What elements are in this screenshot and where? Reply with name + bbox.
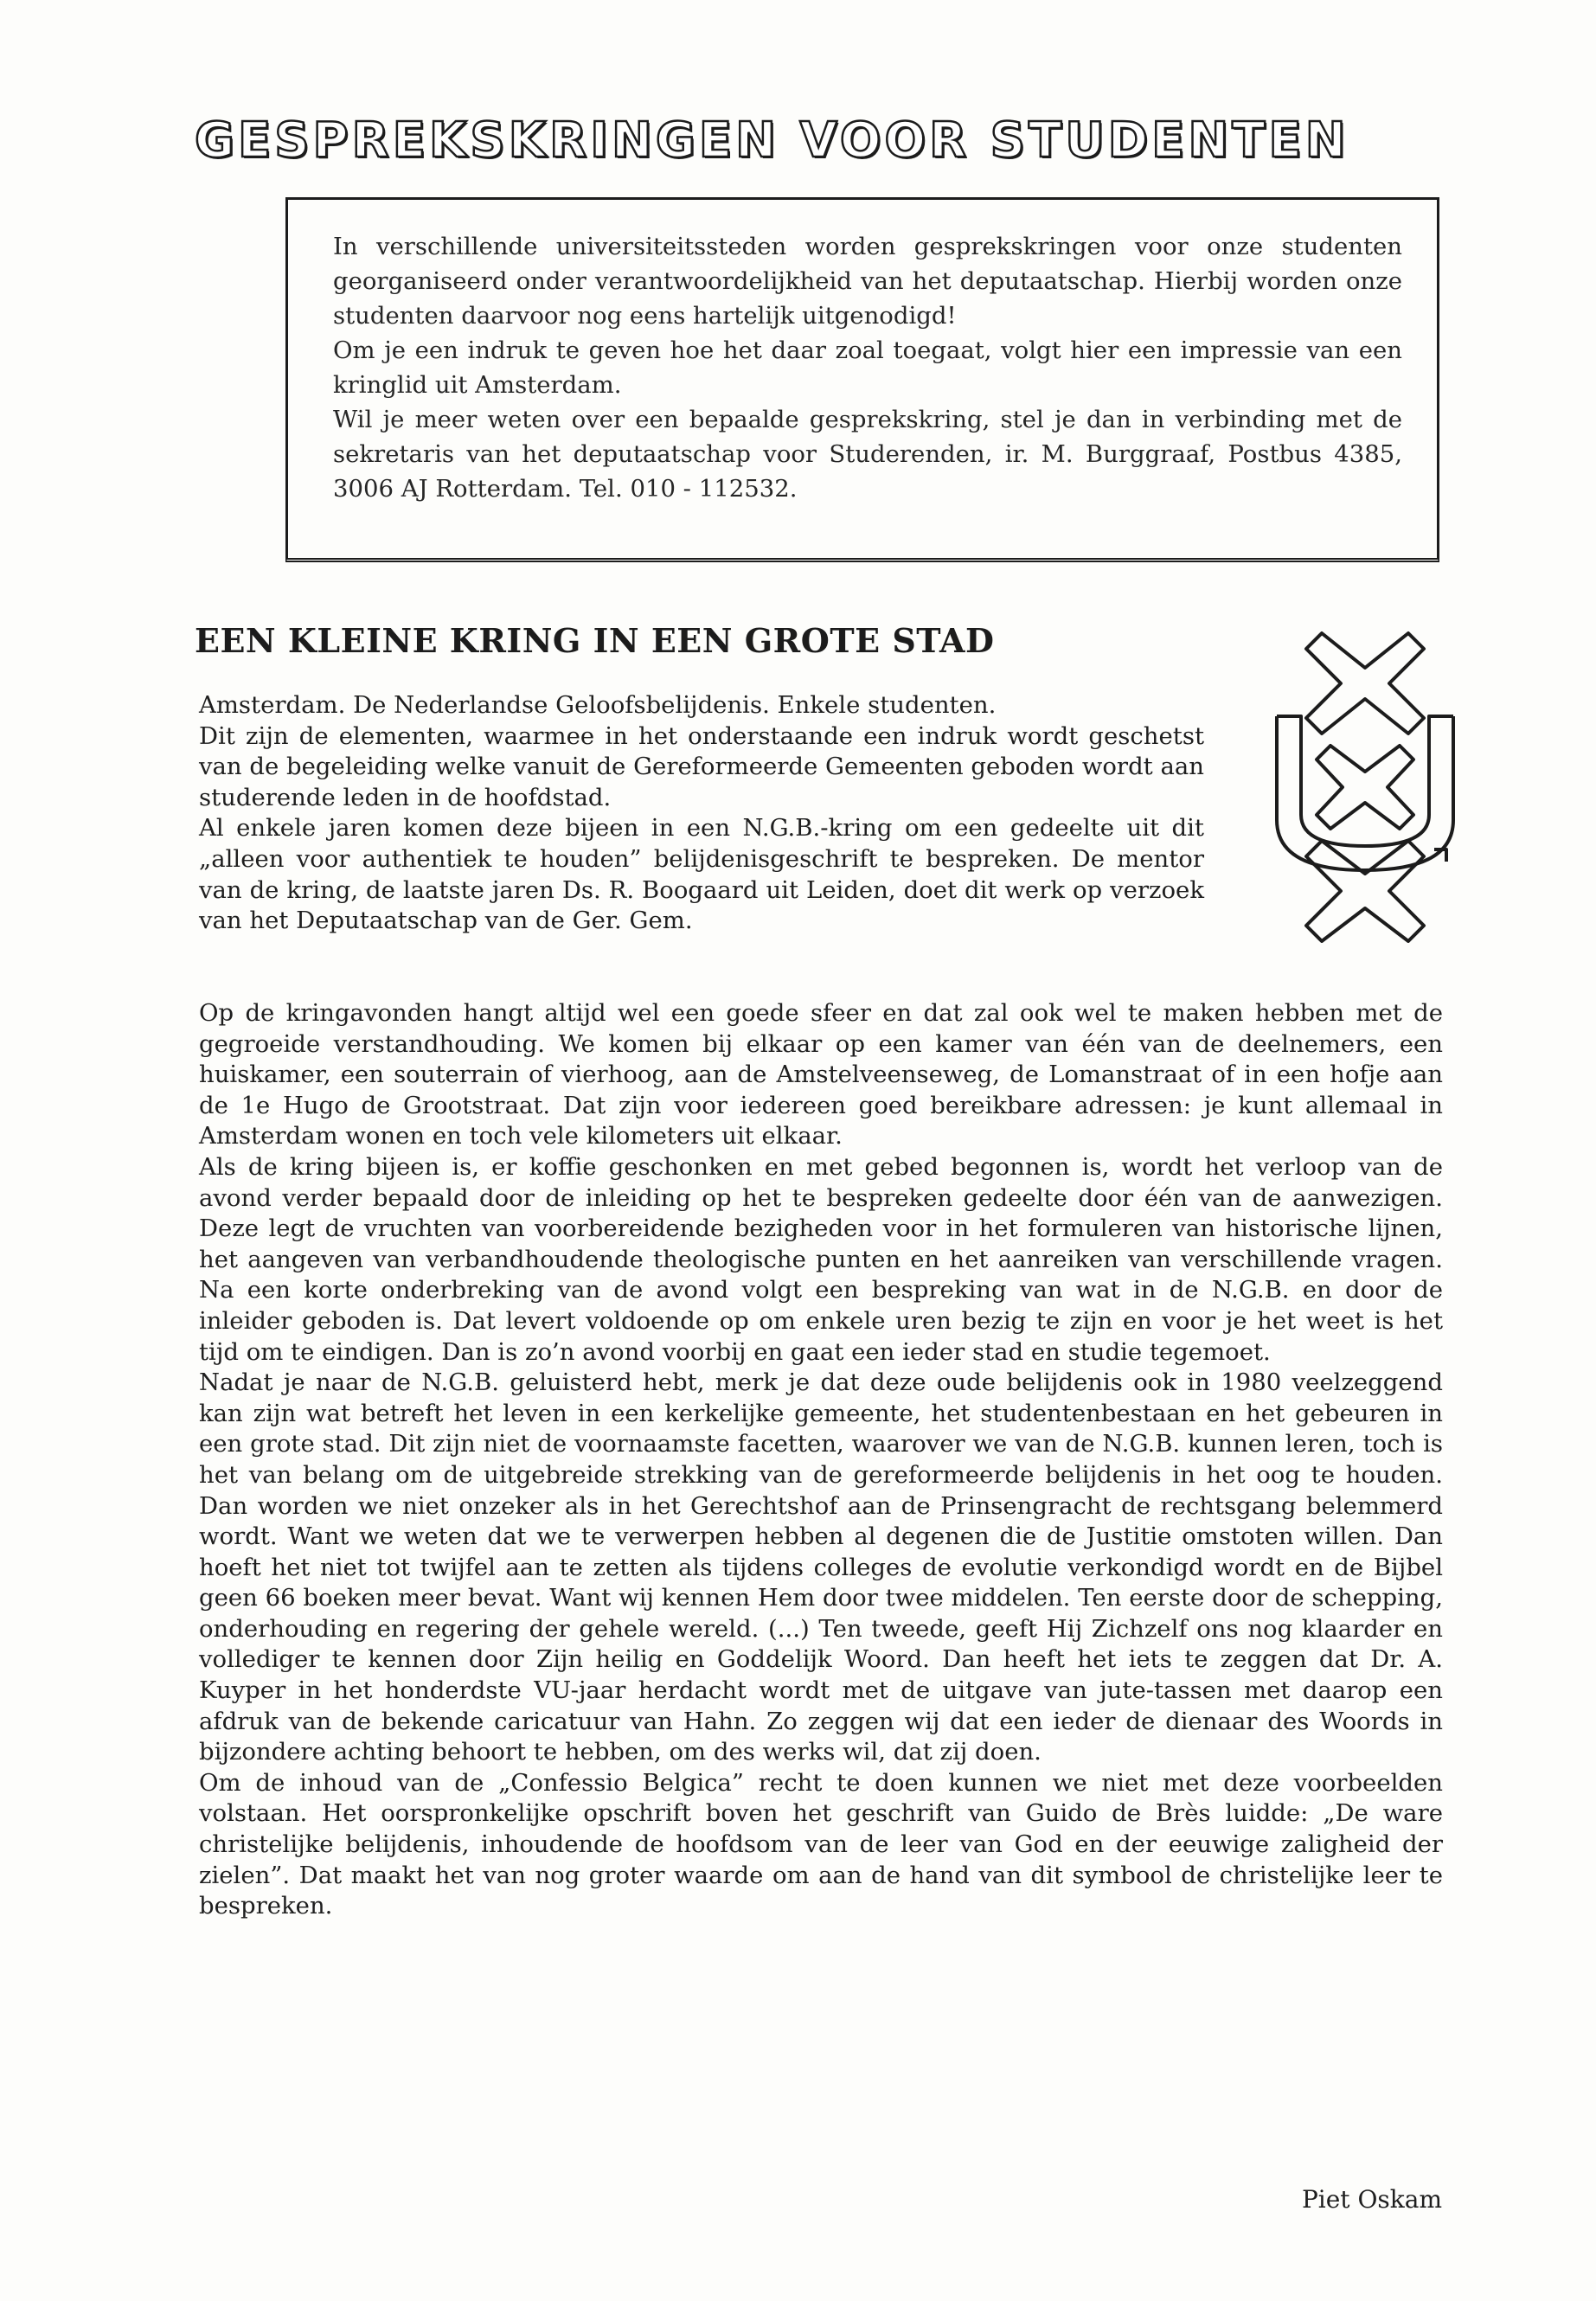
intro-paragraph: In verschillende universiteitssteden worden gesprekskringen voor onze studenten georganiseerd onder verantwoordelijkheid van het deputaatschap. Hierbij worden onze studenten daarvoor nog eens hartelijk uitgenodigd!: [333, 233, 1402, 330]
article-paragraph: Dit zijn de elementen, waarmee in het onderstaande een indruk wordt geschetst van de begeleiding welke vanuit de Gereformeerde Gemeenten geboden wordt aan studerende leden in de hoofdstad.: [199, 721, 1204, 811]
article-text-wide: [199, 998, 1443, 1922]
intro-paragraph: Wil je meer weten over een bepaalde gesprekskring, stel je dan in verbinding met de sekretaris van het deputaatschap voor Studerenden, ir. M. Burggraaf, Postbus 4385, 3006 AJ Rotterdam. Tel. 010 - 112532.: [333, 406, 1402, 503]
article-paragraph: Om de inhoud van de „Confessio Belgica” recht te doen kunnen we niet met deze voorbeelden volstaan. Het oorspronkelijke opschrift boven het geschrift van Guido de Brès luidde: „De ware christelijke belijdenis, inhoudende de hoofdsom van de leer van God en der eeuwige zaligheid der zielen”. Dat maakt het van nog groter waarde om aan de hand van dit symbool de christelijke leer te bespreken.: [199, 1768, 1443, 1920]
intro-paragraph: Om je een indruk te geven hoe het daar zoal toegaat, volgt hier een impressie van een kringlid uit Amsterdam.: [333, 336, 1402, 399]
article-paragraph: Al enkele jaren komen deze bijeen in een N.G.B.-kring om een gedeelte uit dit „alleen voor authentiek te houden” belijdenisgeschrift te bespreken. De mentor van de kring, de laatste jaren Ds. R. Boogaard uit Leiden, doet dit werk op verzoek van het Deputaatschap van de Ger. Gem.: [199, 814, 1204, 935]
article-title: EEN KLEINE KRING IN EEN GROTE STAD: [195, 621, 995, 660]
article-paragraph: Als de kring bijeen is, er koffie geschonken en met gebed begonnen is, wordt het verloop van de avond verder bepaald door de inleiding op het te bespreken gedeelte door één van de aanwezigen. Deze legt de vruchten van voorbereidende bezigheden voor in het formuleren van historische lijnen, het aangeven van verbandhoudende theologische punten en het aanreiken van verschillende vragen. Na een korte onderbreking van de avond volgt een bespreking van wat in de N.G.B. en door de inleider geboden is. Dat levert voldoende op om enkele uren bezig te zijn en voor je het weet is het tijd om te eindigen. Dan is zo’n avond voorbij en gaat een ieder stad en studie tegemoet.: [199, 1152, 1443, 1366]
article-text-narrow: [199, 690, 1204, 937]
article-paragraph: Nadat je naar de N.G.B. geluisterd hebt, merk je dat deze oude belijdenis ook in 1980 veelzeggend kan zijn wat betreft het leven in een kerkelijke gemeente, het studentenbestaan en het gebeuren in een grote stad. Dit zijn niet de voornaamste facetten, waarover we van de N.G.B. kunnen leren, toch is het van belang om de uitgebreide strekking van de gereformeerde belijdenis in het oog te houden. Dan worden we niet onzeker als in het Gerechtshof aan de Prinsengracht de rechtsgang belemmerd wordt. Want we weten dat we te verwerpen hebben al degenen die de Justitie omstoten willen. Dan hoeft het niet tot twijfel aan te zetten als tijdens colleges de evolutie verkondigd wordt en de Bijbel geen 66 boeken meer bevat. Want wij kennen Hem door twee middelen. Ten eerste door de schepping, onderhouding en regering der gehele wereld. (...) Ten tweede, geeft Hij Zichzelf ons nog klaarder en vollediger te kennen door Zijn heilig en Goddelijk Woord. Dan heeft het iets te zeggen dat Dr. A. Kuyper in het honderdste VU-jaar herdacht wordt met de uitgave van jute-tassen met daarop een afdruk van de bekende caricatuur van Hahn. Zo zeggen wij dat een ieder de dienaar des Woords in bijzondere achting behoort te hebben, om des werks wil, dat zij doen.: [199, 1368, 1443, 1766]
article-paragraph: Amsterdam. De Nederlandse Geloofsbelijdenis. Enkele studenten.: [199, 691, 997, 719]
amsterdam-crosses-emblem-icon: [1261, 623, 1469, 943]
intro-box: [285, 197, 1439, 562]
author-signature: Piet Oskam: [1301, 2185, 1442, 2214]
article-paragraph: Op de kringavonden hangt altijd wel een goede sfeer en dat zal ook wel te maken hebben met de gegroeide verstandhouding. We komen bij elkaar op een kamer van één van de deelnemers, een huiskamer, een souterrain of vierhoog, aan de Amstelveenseweg, de Lomanstraat of in een hofje aan de 1e Hugo de Grootstraat. Dat zijn voor iedereen goed bereikbare adressen: je kunt allemaal in Amsterdam wonen en toch vele kilometers uit elkaar.: [199, 999, 1443, 1150]
page-title: GESPREKSKRINGEN VOOR STUDENTEN: [195, 112, 1349, 169]
